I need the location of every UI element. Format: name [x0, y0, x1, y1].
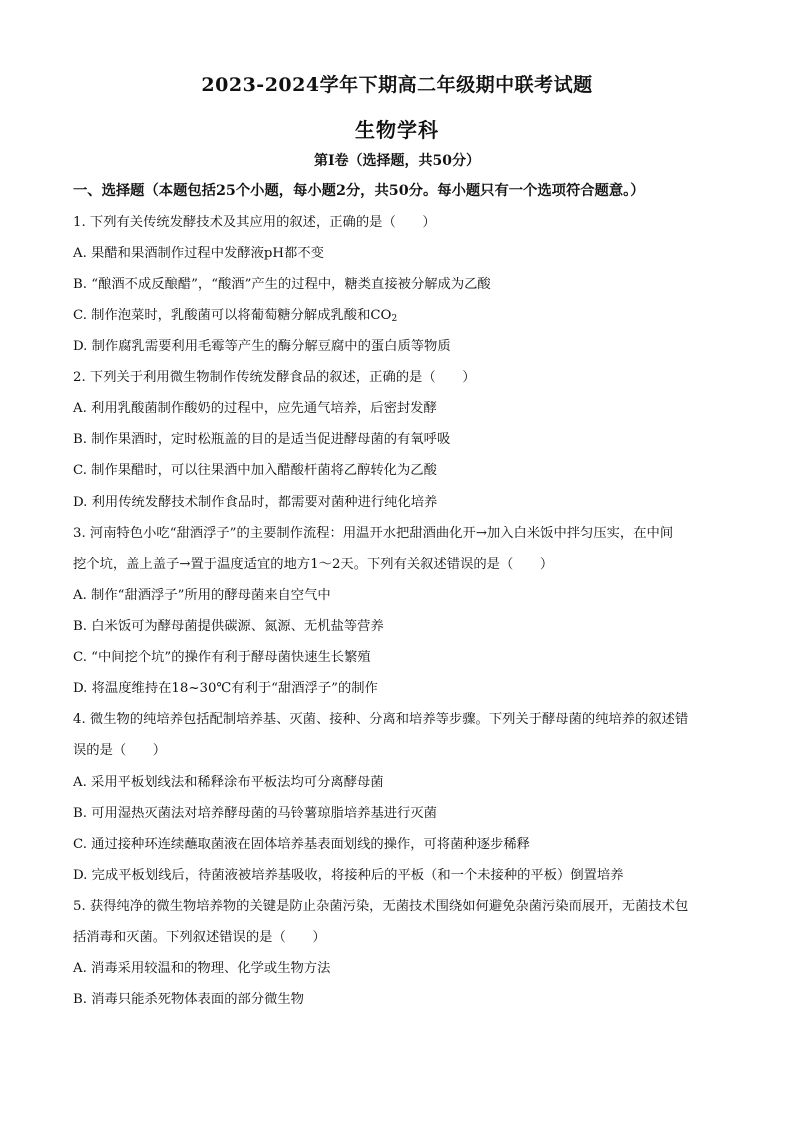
question-2-option-b: B. 制作果酒时，定时松瓶盖的目的是适当促进酵母菌的有氧呼吸 — [73, 432, 451, 447]
question-2-option-a: A. 利用乳酸菌制作酸奶的过程中，应先通气培养，后密封发酵 — [73, 401, 437, 416]
question-1-option-d: D. 制作腐乳需要利用毛霉等产生的酶分解豆腐中的蛋白质等物质 — [73, 339, 451, 354]
question-1-stem: 1. 下列有关传统发酵技术及其应用的叙述，正确的是（ ） — [73, 215, 436, 230]
question-2-option-c: C. 制作果醋时，可以往果酒中加入醋酸杆菌将乙醇转化为乙酸 — [73, 463, 437, 478]
question-5-stem-line2: 括消毒和灭菌。下列叙述错误的是（ ） — [73, 930, 326, 945]
co2-subscript: 2 — [391, 314, 398, 324]
question-5-option-b: B. 消毒只能杀死物体表面的部分微生物 — [73, 992, 304, 1007]
question-5-stem-line1: 5. 获得纯净的微生物培养物的关键是防止杂菌污染，无菌技术围绕如何避免杂菌污染而展开，无菌技术包 — [73, 899, 689, 914]
option-c-text: C. 制作泡菜时，乳酸菌可以将葡萄糖分解成乳酸和CO — [73, 308, 392, 323]
question-3-stem-line1: 3. 河南特色小吃“甜酒浮子”的主要制作流程：用温开水把甜酒曲化开→加入白米饭中拌匀压实，在中间 — [73, 526, 674, 541]
question-4-option-b: B. 可用湿热灭菌法对培养酵母菌的马铃薯琼脂培养基进行灭菌 — [73, 806, 437, 821]
question-4-option-d: D. 完成平板划线后，待菌液被培养基吸收，将接种后的平板（和一个未接种的平板）倒置培养 — [73, 868, 624, 883]
question-5-option-a: A. 消毒采用较温和的物理、化学或生物方法 — [73, 961, 331, 976]
question-4-stem-line2: 误的是（ ） — [73, 743, 167, 758]
question-3-option-d: D. 将温度维持在18~30℃有利于“甜酒浮子”的制作 — [73, 681, 378, 696]
question-2-stem: 2. 下列关于利用微生物制作传统发酵食品的叙述，正确的是（ ） — [73, 370, 476, 385]
exam-title: 2023-2024学年下期高二年级期中联考试题 — [201, 74, 593, 96]
question-1-option-b: B. “酿酒不成反酿醋”，“酸酒”产生的过程中，糖类直接被分解成为乙酸 — [73, 277, 491, 292]
question-4-stem-line1: 4. 微生物的纯培养包括配制培养基、灭菌、接种、分离和培养等步骤。下列关于酵母菌的纯培养的叙述错 — [73, 712, 689, 727]
question-1-option-c — [73, 307, 397, 325]
section-heading: 一、选择题（本题包括25个小题，每小题2分，共50分。每小题只有一个选项符合题意。） — [73, 183, 645, 199]
question-1-option-a: A. 果醋和果酒制作过程中发酵液pH都不变 — [73, 246, 324, 261]
question-2-option-d: D. 利用传统发酵技术制作食品时，都需要对菌种进行纯化培养 — [73, 495, 438, 510]
exam-subject: 生物学科 — [355, 118, 439, 142]
volume-heading: 第Ⅰ卷（选择题，共50分） — [313, 153, 481, 169]
question-3-stem-line2: 挖个坑，盖上盖子→置于温度适宜的地方1～2天。下列有关叙述错误的是（ ） — [73, 557, 554, 572]
question-3-option-c: C. “中间挖个坑”的操作有利于酵母菌快速生长繁殖 — [73, 650, 371, 665]
question-4-option-a: A. 采用平板划线法和稀释涂布平板法均可分离酵母菌 — [73, 775, 384, 790]
question-4-option-c: C. 通过接种环连续蘸取菌液在固体培养基表面划线的操作，可将菌种逐步稀释 — [73, 837, 530, 852]
question-3-option-b: B. 白米饭可为酵母菌提供碳源、氮源、无机盐等营养 — [73, 619, 384, 634]
question-3-option-a: A. 制作“甜酒浮子”所用的酵母菌来自空气中 — [73, 588, 331, 603]
